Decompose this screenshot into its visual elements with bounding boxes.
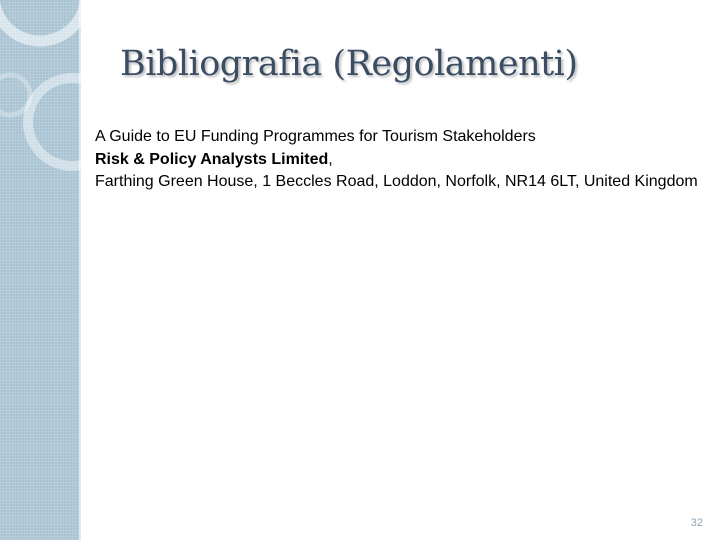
- slide-title: Bibliografia (Regolamenti): [120, 44, 578, 84]
- book-title: A Guide to EU Funding Programmes for Tourism Stakeholders: [95, 128, 536, 145]
- publisher-name: Risk & Policy Analysts Limited: [95, 150, 329, 168]
- publisher-punctuation: ,: [328, 150, 333, 168]
- publisher-line: [95, 149, 710, 172]
- decor-circle-small: [0, 75, 30, 115]
- decor-circle-large: [0, 0, 86, 41]
- page-number: 32: [690, 517, 703, 529]
- publisher-address: Farthing Green House, 1 Beccles Road, Loddon, Norfolk, NR14 6LT, United Kingdom: [95, 173, 698, 190]
- bibliography-entry: [95, 126, 710, 194]
